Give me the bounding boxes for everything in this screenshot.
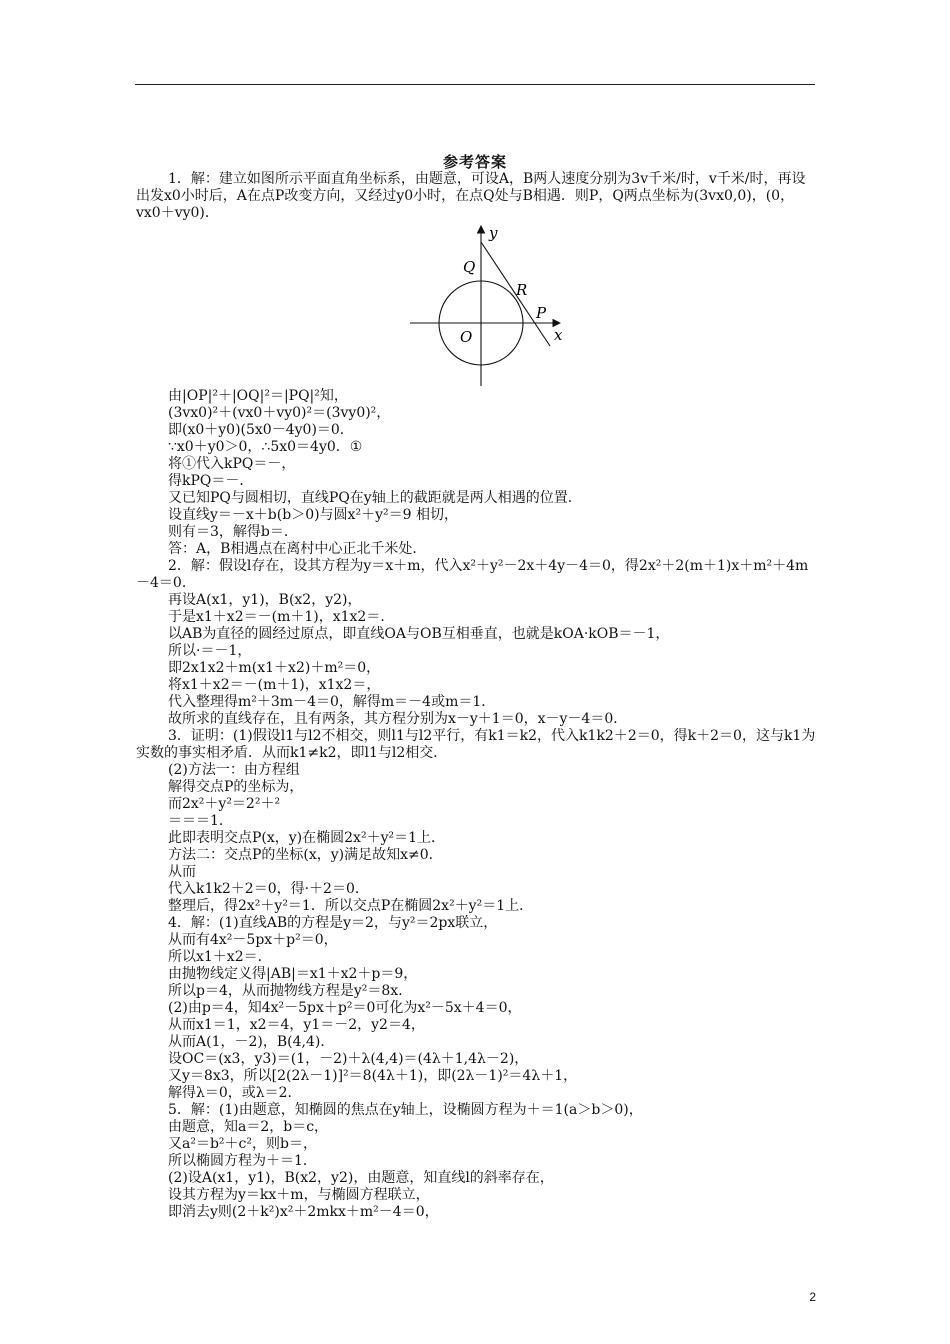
line: 又a²＝b²＋c²，则b＝， (168, 1136, 317, 1152)
line: 整理后，得2x²＋y²＝1．所以交点P在椭圆2x²＋y²＝1上． (168, 898, 534, 914)
line: 方法二：交点P的坐标(x，y)满足故知x≠0． (168, 847, 443, 863)
line: 代入k1k2＋2＝0，得·＋2＝0． (168, 881, 369, 897)
line: 从而A(1，－2)，B(4,4)． (168, 1034, 335, 1050)
line: 将①代入kPQ＝－， (168, 456, 296, 472)
line: 所以·＝－1， (168, 643, 252, 659)
line: (2)由p＝4，知4x²－5px＋p²＝0可化为x²－5x＋4＝0， (168, 1000, 522, 1016)
line: 则有＝3，解得b＝． (168, 524, 298, 540)
line: 由抛物线定义得|AB|＝x1＋x2＋p＝9， (168, 966, 418, 982)
x-label: x (554, 326, 563, 344)
line: ∵x0＋y0＞0，∴5x0＝4y0．① (168, 439, 363, 455)
coordinate-figure (410, 222, 570, 390)
line: 解得λ＝0，或λ＝2． (168, 1085, 302, 1101)
answer-1-intro: 1．解：建立如图所示平面直角坐标系，由题意，可设A，B两人速度分别为3v千米/时，v千米/时，再设出发x0小时后，A在点P改变方向，又经过y0小时，在点Q处与B相遇．则P，Q两点坐标为(3vx0,0)，(0，vx0＋vy0)． (136, 171, 806, 221)
line: 即消去y则(2＋k²)x²＋2mkx＋m²－4＝0， (168, 1204, 439, 1220)
line: 故所求的直线存在，且有两条，其方程分别为x－y＋1＝0，x－y－4＝0． (168, 711, 628, 727)
line: 将x1＋x2＝－(m＋1)，x1x2＝， (168, 677, 381, 693)
line: 设OC＝(x3，y3)＝(1，－2)＋λ(4,4)＝(4λ＋1,4λ－2)， (168, 1051, 529, 1067)
line: 以AB为直径的圆经过原点，即直线OA与OB互相垂直，也就是kOA·kOB＝－1， (168, 626, 670, 642)
answer-2-intro: 2．解：假设l存在，设其方程为y＝x＋m，代入x²＋y²－2x＋4y－4＝0，得2x²＋2(m＋1)x＋m²＋4m－4＝0． (136, 558, 809, 591)
line: 设其方程为y＝kx＋m，与椭圆方程联立， (168, 1187, 430, 1203)
line: 又已知PQ与圆相切，直线PQ在y轴上的截距就是两人相遇的位置． (168, 490, 582, 506)
p-label: P (536, 304, 547, 322)
line: (2)设A(x1，y1)，B(x2，y2)，由题意，知直线l的斜率存在， (168, 1170, 554, 1186)
line: 从而x1＝1，x2＝4，y1＝－2，y2＝4， (168, 1017, 425, 1033)
line: 设直线y＝－x＋b(b＞0)与圆x²＋y²＝9 相切， (168, 507, 458, 523)
line: (3vx0)²＋(vx0＋vy0)²＝(3vy0)²， (168, 405, 391, 421)
line: 即(x0＋y0)(5x0－4y0)＝0． (168, 422, 354, 438)
line: 4．解：(1)直线AB的方程是y＝2，与y²＝2px联立， (168, 915, 498, 931)
line: 于是x1＋x2＝－(m＋1)，x1x2＝． (168, 609, 395, 625)
line: 而2x²＋y²＝2²＋² (168, 796, 281, 812)
line: 所以x1＋x2＝． (168, 949, 272, 965)
line: (2)方法一：由方程组 (168, 762, 300, 778)
line: 所以椭圆方程为＋＝1． (168, 1153, 317, 1169)
line: ＝＝＝1． (168, 813, 233, 829)
header-rule (135, 84, 815, 85)
line: 即2x1x2＋m(x1＋x2)＋m²＝0， (168, 660, 381, 676)
o-label: O (460, 328, 473, 346)
page-title: 参考答案 (442, 153, 507, 171)
answer-3-intro: 3．证明：(1)假设l1与l2不相交，则l1与l2平行，有k1＝k2，代入k1k2＋2＝0，得k＋2＝0，这与k1为实数的事实相矛盾．从而k1≠k2，即l1与l2相交． (136, 728, 816, 761)
page-number: 2 (809, 1290, 816, 1304)
line: 解得交点P的坐标为， (168, 779, 304, 795)
line: 所以p＝4，从而抛物线方程是y²＝8x． (168, 983, 413, 999)
q-label: Q (463, 258, 476, 276)
line: 此即表明交点P(x，y)在椭圆2x²＋y²＝1上． (168, 830, 445, 846)
line: 从而有4x²－5px＋p²＝0， (168, 932, 338, 948)
line: 由题意，知a＝2，b＝c， (168, 1119, 329, 1135)
line: 再设A(x1，y1)，B(x2，y2)， (168, 592, 362, 608)
line: 又y＝8x3，所以[2(2λ－1)]²＝8(4λ＋1)，即(2λ－1)²＝4λ＋1， (168, 1068, 578, 1084)
line: 答：A，B相遇点在离村中心正北千米处． (168, 541, 427, 557)
line: 得kPQ＝－． (168, 473, 254, 489)
y-label: y (489, 224, 498, 242)
r-label: R (516, 281, 528, 299)
line: 代入整理得m²＋3m－4＝0，解得m＝－4或m＝1． (168, 694, 496, 710)
line: 从而 (168, 864, 196, 880)
line: 由|OP|²＋|OQ|²＝|PQ|²知， (168, 388, 348, 404)
line: 5．解：(1)由题意，知椭圆的焦点在y轴上，设椭圆方程为＋＝1(a＞b＞0)， (168, 1102, 643, 1118)
